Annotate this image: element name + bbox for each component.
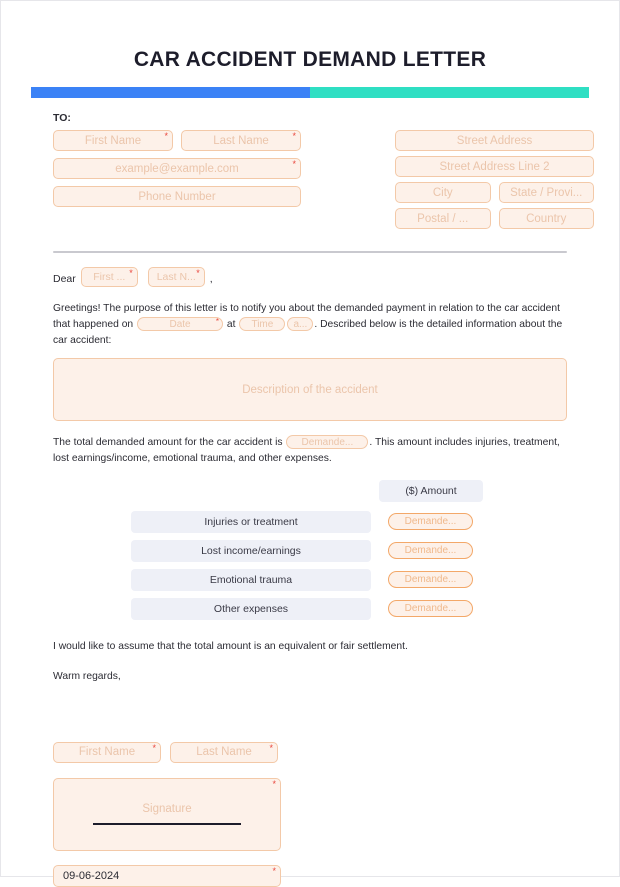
recipient-country-placeholder: Country	[526, 212, 567, 225]
required-asterisk-icon: *	[272, 778, 276, 789]
recipient-email-placeholder: example@example.com	[115, 162, 239, 175]
recipient-city-placeholder: City	[432, 186, 453, 199]
required-asterisk-icon: *	[164, 131, 168, 142]
signer-first-name-input[interactable]	[53, 742, 161, 763]
amounts-row-label: Lost income/earnings	[131, 540, 371, 562]
recipient-phone-placeholder: Phone Number	[138, 190, 216, 203]
total-amount-text-part1: The total demanded amount for the car accident is	[53, 437, 283, 449]
required-asterisk-icon: *	[292, 131, 296, 142]
required-asterisk-icon: *	[272, 865, 276, 876]
signature-date-input[interactable]	[53, 865, 281, 887]
accident-date-placeholder: Date	[169, 318, 191, 330]
signature-date-value: 09-06-2024	[63, 869, 120, 882]
recipient-street-address-2-input[interactable]	[395, 156, 594, 177]
amounts-table	[1, 480, 619, 620]
accident-time-input[interactable]	[239, 317, 285, 331]
required-asterisk-icon: *	[292, 159, 296, 170]
signature-placeholder: Signature	[142, 803, 192, 816]
greeting-text-part1: Greetings! The purpose of this letter is to notify you about the demanded payment in relation to the car accident that happened on	[53, 303, 560, 331]
recipient-street-address-placeholder: Street Address	[456, 134, 533, 147]
recipient-street-address-2-placeholder: Street Address Line 2	[439, 160, 550, 173]
recipient-section-label: TO:	[53, 112, 71, 125]
signature-pad[interactable]	[53, 778, 281, 851]
signer-last-name-placeholder: Last Name	[196, 746, 252, 759]
amounts-table-column-header: ($) Amount	[379, 480, 483, 502]
accident-date-input[interactable]	[137, 317, 223, 331]
total-amount-text-part2: . This amount includes injuries, treatment, lost earnings/income, emotional trauma, and other expenses.	[53, 437, 560, 464]
recipient-email-input[interactable]	[53, 158, 301, 179]
salutation-last-name-input[interactable]	[148, 267, 205, 287]
recipient-street-address-input[interactable]	[395, 130, 594, 151]
greeting-text-at: at	[226, 319, 236, 331]
total-amount-paragraph	[53, 435, 567, 467]
accident-description-textarea[interactable]	[53, 358, 567, 421]
recipient-last-name-placeholder: Last Name	[213, 134, 269, 147]
table-row	[131, 598, 619, 620]
amounts-row-value-placeholder: Demande...	[404, 516, 457, 528]
salutation-first-name-placeholder: First ...	[93, 271, 126, 284]
salutation-last-name-placeholder: Last N...	[156, 271, 196, 284]
accent-rule-blue	[31, 87, 310, 98]
recipient-postal-code-input[interactable]	[395, 208, 491, 229]
closing-statement: I would like to assume that the total amount is an equivalent or fair settlement.	[53, 640, 408, 652]
closing-sign-off: Warm regards,	[53, 671, 121, 683]
required-asterisk-icon: *	[269, 742, 273, 753]
table-row	[131, 511, 619, 533]
table-row	[131, 540, 619, 562]
recipient-first-name-input[interactable]	[53, 130, 173, 151]
recipient-state-placeholder: State / Provi...	[510, 186, 583, 199]
salutation-first-name-input[interactable]	[81, 267, 138, 287]
accident-time-ampm-select[interactable]	[287, 317, 313, 331]
recipient-last-name-input[interactable]	[181, 130, 301, 151]
header-section	[1, 47, 619, 98]
recipient-contact-group	[53, 130, 301, 214]
amounts-row-value-input[interactable]	[388, 600, 473, 617]
recipient-city-input[interactable]	[395, 182, 491, 203]
amounts-row-label: Other expenses	[131, 598, 371, 620]
amounts-row-value-input[interactable]	[388, 513, 473, 530]
page-title: CAR ACCIDENT DEMAND LETTER	[133, 48, 487, 71]
amounts-table-header-spacer	[131, 480, 379, 502]
amounts-row-value-input[interactable]	[388, 542, 473, 559]
total-demanded-amount-placeholder: Demande...	[301, 436, 354, 448]
accident-time-placeholder: Time	[251, 318, 274, 330]
recipient-country-input[interactable]	[499, 208, 595, 229]
accident-time-ampm-placeholder: a...	[293, 318, 308, 330]
section-divider	[53, 251, 567, 253]
recipient-phone-input[interactable]	[53, 186, 301, 207]
signer-first-name-placeholder: First Name	[78, 746, 136, 759]
required-asterisk-icon: *	[152, 742, 156, 753]
amounts-row-value-placeholder: Demande...	[404, 574, 457, 586]
greeting-paragraph	[53, 301, 567, 349]
required-asterisk-icon: *	[196, 268, 200, 279]
amounts-row-label: Injuries or treatment	[131, 511, 371, 533]
amounts-table-header-row	[131, 480, 619, 502]
total-demanded-amount-input[interactable]	[286, 435, 368, 449]
recipient-state-input[interactable]	[499, 182, 595, 203]
amounts-row-value-placeholder: Demande...	[404, 603, 457, 615]
signature-baseline	[93, 823, 241, 825]
salutation-comma: ,	[209, 273, 213, 286]
greeting-text-part2: . Described below is the detailed information about the car accident:	[53, 319, 563, 347]
amounts-row-value-placeholder: Demande...	[404, 545, 457, 557]
recipient-section	[1, 112, 619, 234]
accent-rule-teal	[310, 87, 589, 98]
accent-rule-bar	[31, 87, 589, 98]
required-asterisk-icon: *	[215, 317, 220, 327]
recipient-address-group	[395, 130, 594, 234]
amounts-row-label: Emotional trauma	[131, 569, 371, 591]
signature-section	[1, 742, 619, 887]
recipient-first-name-placeholder: First Name	[84, 134, 142, 147]
table-row	[131, 569, 619, 591]
accident-description-placeholder: Description of the accident	[242, 383, 378, 396]
recipient-postal-code-placeholder: Postal / ...	[417, 212, 469, 225]
salutation-row	[53, 267, 619, 287]
required-asterisk-icon: *	[129, 268, 133, 279]
salutation-prefix: Dear	[53, 273, 76, 286]
amounts-row-value-input[interactable]	[388, 571, 473, 588]
signer-last-name-input[interactable]	[170, 742, 278, 763]
